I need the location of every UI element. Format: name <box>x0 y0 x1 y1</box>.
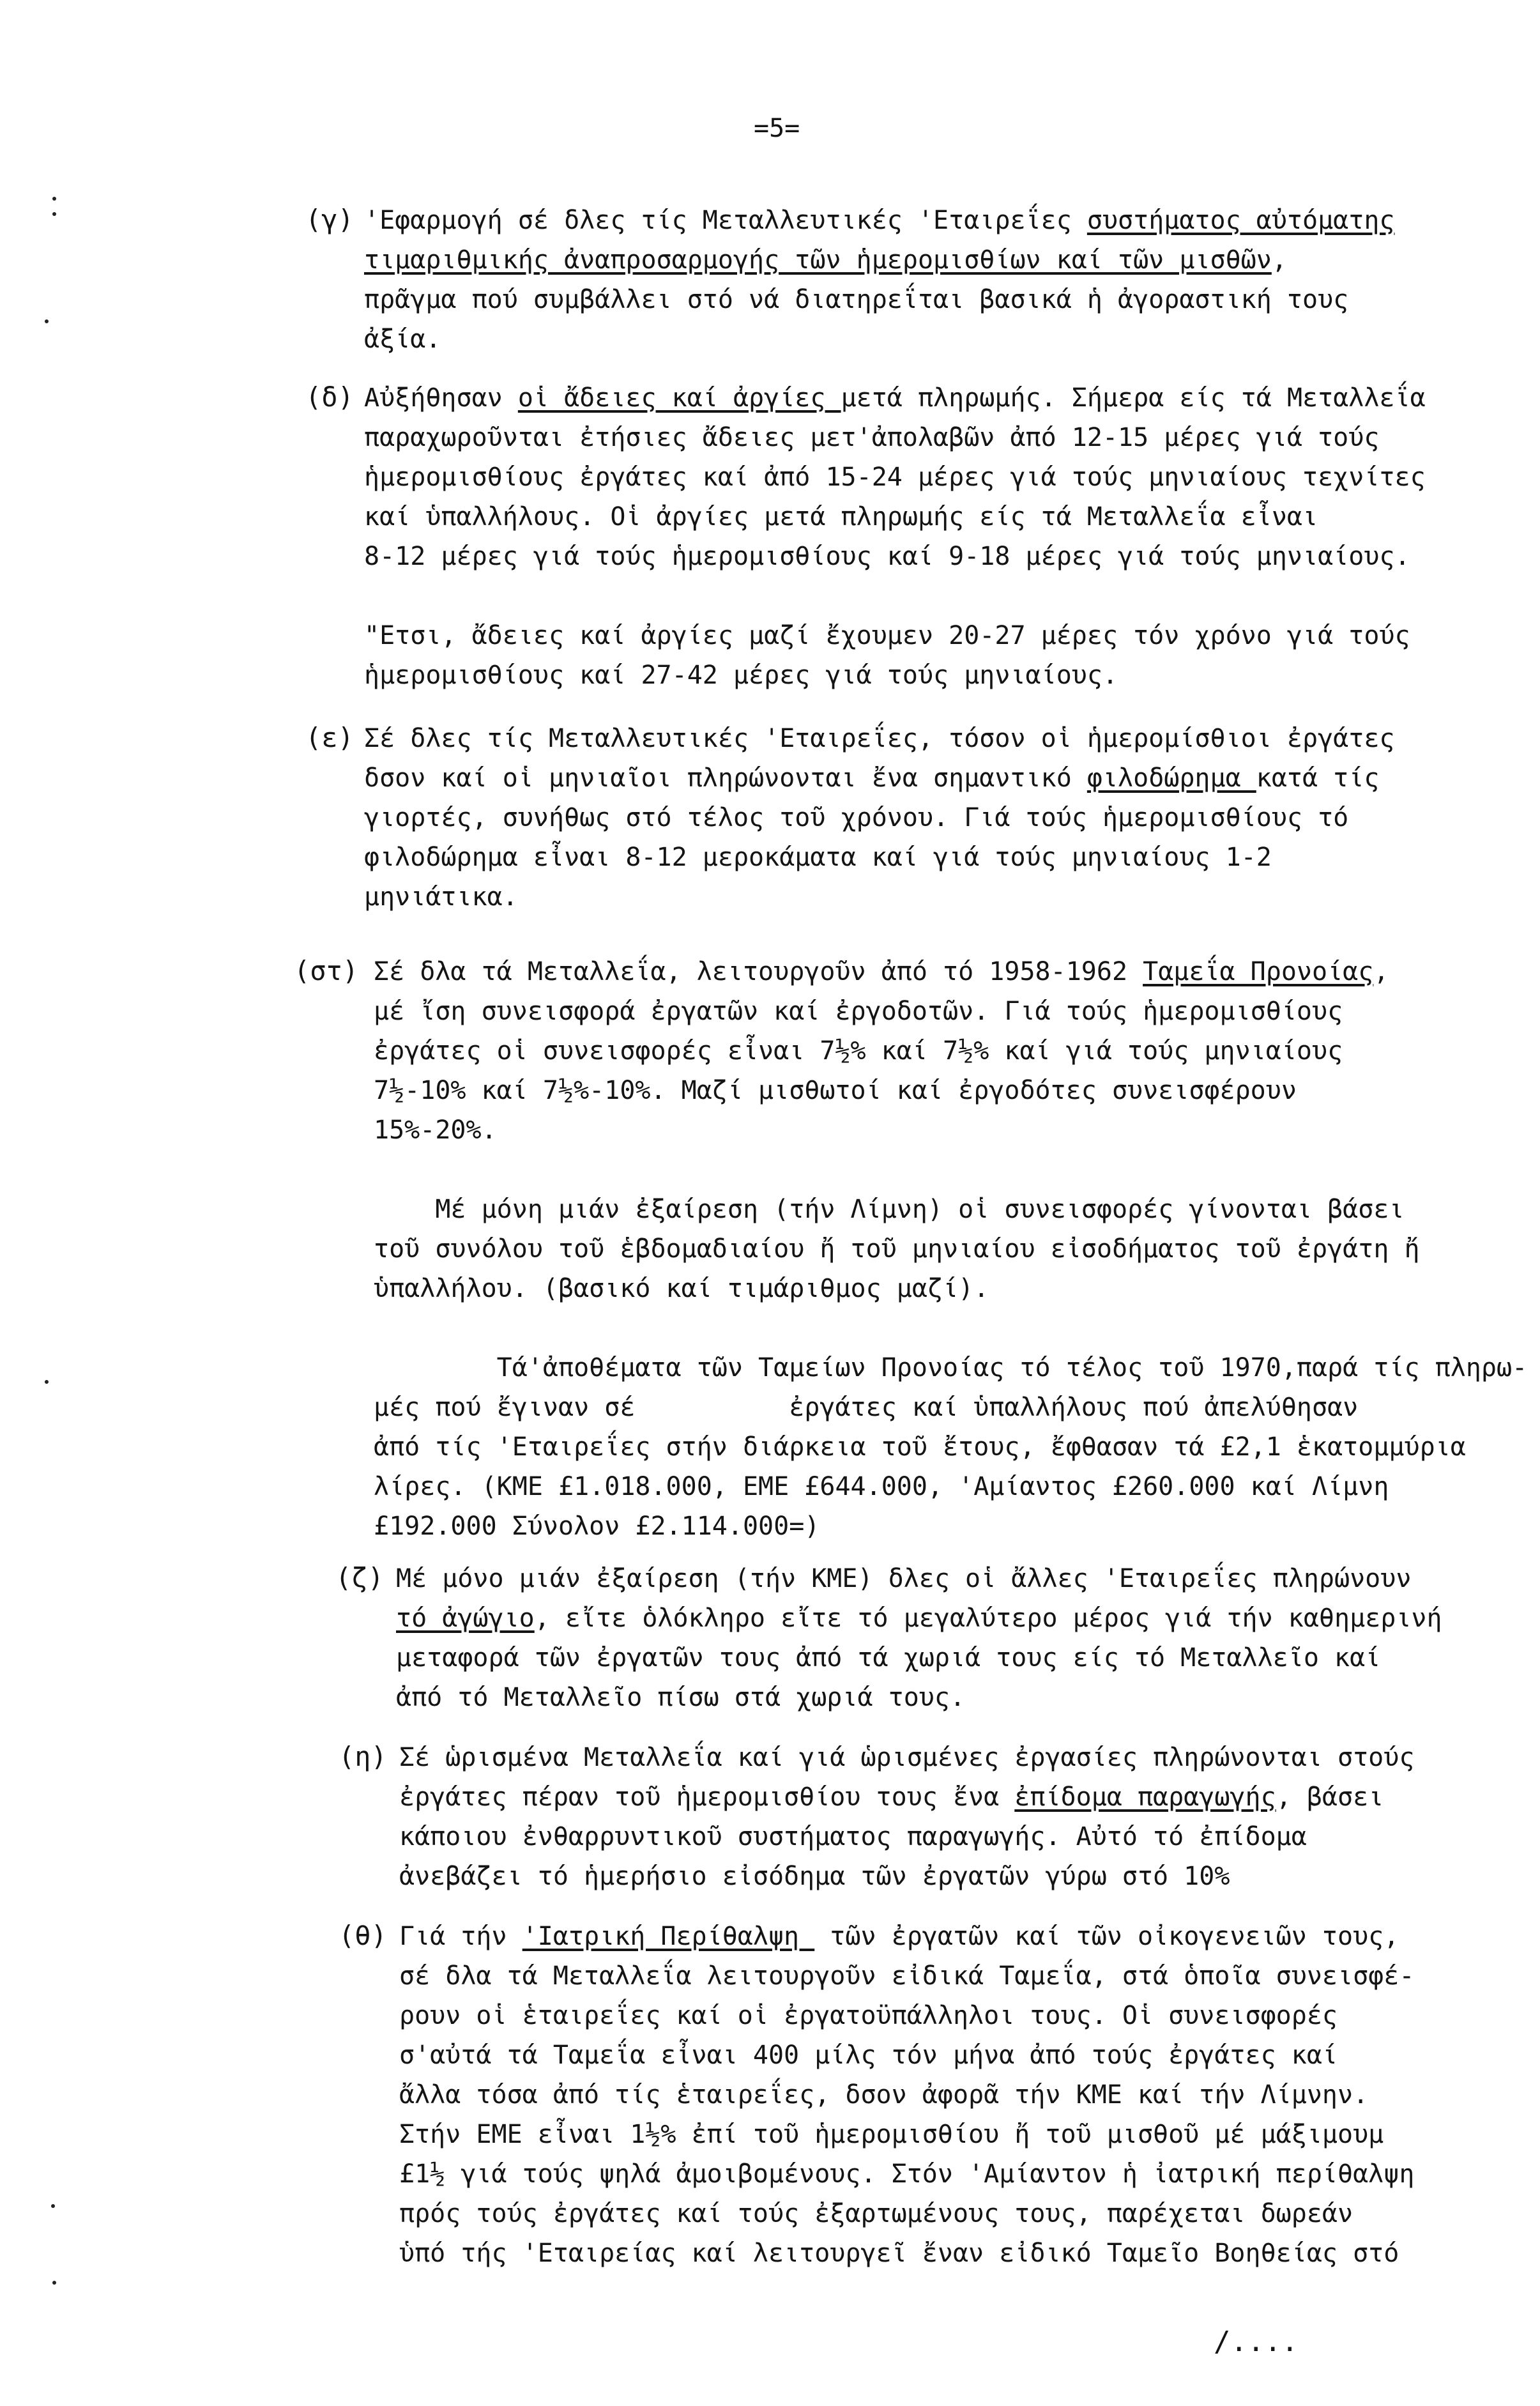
text-segment: παραχωροῦνται ἐτήσιες ἄδειες μετ'ἀπολαβῶν ἀπό 12-15 μέρες γιά τούς <box>364 423 1380 452</box>
section-zeta-text <box>396 1559 1533 1717</box>
text-segment: ἀπό τίς 'Εταιρεΐες στήν διάρκεια τοῦ ἔτους, ἔφθασαν τά £2,1 ἑκατομμύρια <box>374 1432 1466 1462</box>
margin-speck <box>52 197 56 201</box>
text-segment: Σέ ὡρισμένα Μεταλλεΐα καί γιά ὡρισμένες ἐργασίες πληρώνονται στούς <box>399 1743 1415 1772</box>
text-segment: ἀξία. <box>364 325 441 354</box>
text-segment: ἀπό τό Μεταλλεῖο πίσω στά χωριά τους. <box>396 1683 966 1712</box>
section-label-theta: (θ) <box>339 1920 387 1951</box>
text-line <box>364 240 1501 280</box>
section-label-zeta: (ζ) <box>335 1562 384 1593</box>
section-label-epsilon: (ε) <box>305 722 354 753</box>
text-segment: πρᾶγμα πού συμβάλλει στό νά διατηρεΐται βασικά ἡ ἀγοραστική τους <box>364 285 1349 314</box>
text-line <box>364 378 1501 418</box>
text-line <box>364 798 1501 838</box>
text-line <box>374 1110 1511 1150</box>
text-segment: , <box>1373 957 1389 986</box>
text-line <box>374 1427 1511 1467</box>
text-segment: 15%-20%. <box>374 1115 497 1145</box>
text-line <box>364 280 1501 319</box>
text-line <box>364 457 1501 497</box>
text-segment: μέ ἴση συνεισφορά ἐργατῶν καί ἐργοδοτῶν. Γιά τούς ἡμερομισθίους <box>374 997 1343 1026</box>
text-segment: ἡμερομισθίους ἐργάτες καί ἀπό 15-24 μέρες γιά τούς μηνιαίους τεχνίτες <box>364 463 1426 492</box>
section-st-text <box>374 952 1528 1546</box>
text-line <box>399 1777 1536 1817</box>
underlined-phrase: φιλοδώρημα <box>1086 763 1256 793</box>
text-line <box>374 1388 1511 1427</box>
text-segment: , εἴτε ὁλόκληρο εἴτε τό μεγαλύτερο μέρος γιά τήν καθημερινή <box>534 1604 1442 1633</box>
text-segment: Γιά τήν <box>399 1922 522 1951</box>
underlined-phrase: τό ἀγώγιο <box>396 1604 535 1633</box>
text-segment: τοῦ συνόλου τοῦ ἑβδομαδιαίου ἤ τοῦ μηνιαίου εἰσοδήματος τοῦ ἐργάτη ἤ <box>374 1234 1420 1264</box>
text-segment: πρός τούς ἐργάτες καί τούς ἐξαρτωμένους τους, παρέχεται δωρεάν <box>399 2199 1353 2228</box>
text-line <box>374 1348 1528 1388</box>
margin-speck <box>51 2204 55 2208</box>
text-segment: ὑπό τής 'Εταιρείας καί λειτουργεῖ ἔναν εἰδικό Ταμεῖο Βοηθείας στό <box>399 2239 1399 2268</box>
text-segment: λίρες. (ΚΜΕ £1.018.000, ΕΜΕ £644.000, 'Αμίαντος £260.000 καί Λίμνη <box>374 1472 1389 1501</box>
text-segment: ἡμερομισθίους καί 27-42 μέρες γιά τούς μηνιαίους. <box>364 661 1118 690</box>
margin-speck <box>52 212 56 216</box>
text-line <box>399 1738 1536 1777</box>
text-line <box>399 1857 1536 1896</box>
text-line <box>399 1956 1536 1996</box>
text-line <box>364 719 1501 758</box>
text-segment: ἄλλα τόσα ἀπό τίς ἑταιρεΐες, δσον ἀφορᾶ τήν ΚΜΕ καί τήν Λίμνην. <box>399 2080 1369 2110</box>
section-label-delta: (δ) <box>305 381 354 413</box>
text-line <box>399 2115 1536 2154</box>
page-number: =5= <box>754 114 800 143</box>
text-line <box>399 1917 1536 1956</box>
text-segment: καί ὑπαλλήλους. Οἱ ἀργίες μετά πληρωμής είς τά Μεταλλεΐα εἶναι <box>364 502 1318 532</box>
text-segment: , βάσει <box>1276 1782 1384 1812</box>
text-line <box>364 497 1501 537</box>
text-line <box>364 537 1501 576</box>
text-segment: σέ δλα τά Μεταλλεΐα λειτουργοῦν εἰδικά Ταμεΐα, στά ὁποῖα συνεισφέ- <box>399 1961 1415 1991</box>
section-label-gamma: (γ) <box>305 204 354 235</box>
text-segment: ρουν οἱ ἑταιρεΐες καί οἱ ἐργατοϋπάλληλοι τους. Οἱ συνεισφορές <box>399 2001 1338 2030</box>
underlined-phrase: ἐπίδομα παραγωγής <box>1014 1782 1276 1812</box>
text-segment: £1½ γιά τούς ψηλά ἀμοιβομένους. Στόν 'Αμίαντον ἡ ἰατρική περίθαλψη <box>399 2159 1415 2189</box>
text-segment: Μέ μόνο μιάν ἐξαίρεση (τήν ΚΜΕ) δλες οἱ ἄλλες 'Εταιρεΐες πληρώνουν <box>396 1564 1412 1593</box>
section-delta-text <box>364 378 1501 695</box>
text-line <box>374 1269 1511 1308</box>
text-line <box>374 992 1511 1031</box>
text-line <box>364 655 1501 695</box>
text-segment: Σέ δλα τά Μεταλλεΐα, λειτουργοῦν ἀπό τό 1958-1962 <box>374 957 1143 986</box>
text-line <box>374 1031 1511 1071</box>
text-line <box>399 2234 1536 2273</box>
text-segment: ἐργάτες οἱ συνεισφορές εἶναι 7½% καί 7½% καί γιά τούς μηνιαίους <box>374 1036 1343 1066</box>
text-line <box>399 2154 1536 2194</box>
text-segment: £192.000 Σύνολον £2.114.000=) <box>374 1512 820 1541</box>
text-segment: Τά'ἀποθέματα τῶν Ταμείων Προνοίας τό τέλος τοῦ 1970,παρά τίς πληρω- <box>374 1353 1528 1383</box>
underlined-phrase: 'Ιατρική Περίθαλψη <box>522 1922 815 1951</box>
text-line <box>364 616 1501 655</box>
text-line <box>374 1229 1511 1269</box>
text-line <box>374 1506 1511 1546</box>
section-gamma-text <box>364 201 1501 359</box>
text-line <box>396 1638 1533 1678</box>
text-line <box>364 838 1501 877</box>
text-segment: "Ετσι, ἄδειες καί ἀργίες μαζί ἔχουμεν 20-27 μέρες τόν χρόνο γιά τούς <box>364 621 1410 650</box>
text-line <box>399 1996 1536 2035</box>
text-line <box>374 1150 1511 1190</box>
underlined-phrase: Ταμεΐα Προνοίας <box>1143 957 1374 986</box>
text-line <box>399 2075 1536 2115</box>
text-segment: κάποιου ἐνθαρρυντικοῦ συστήματος παραγωγής. Αὐτό τό ἐπίδομα <box>399 1822 1307 1851</box>
margin-speck <box>45 319 49 323</box>
margin-speck <box>52 2281 56 2285</box>
text-line <box>374 952 1511 992</box>
text-line <box>374 1467 1511 1506</box>
text-line <box>396 1559 1533 1598</box>
text-segment: , <box>1271 245 1287 275</box>
text-segment: ἀνεβάζει τό ἡμερήσιο εἰσόδημα τῶν ἐργατῶν γύρω στό 10% <box>399 1862 1230 1891</box>
text-segment: 8-12 μέρες γιά τούς ἡμερομισθίους καί 9-18 μέρες γιά τούς μηνιαίους. <box>364 542 1410 571</box>
continuation-mark: /.... <box>1214 2326 1299 2358</box>
text-segment: 7½-10% καί 7½%-10%. Μαζί μισθωτοί καί ἐργοδότες συνεισφέρουν <box>374 1076 1297 1105</box>
text-line <box>364 418 1501 457</box>
text-segment: σ'αὐτά τά Ταμεΐα εἶναι 400 μίλς τόν μήνα ἀπό τούς ἐργάτες καί <box>399 2041 1338 2070</box>
margin-speck <box>45 1380 49 1384</box>
text-segment: 'Εφαρμογή σέ δλες τίς Μεταλλευτικές 'Εταιρεΐες <box>364 206 1087 235</box>
section-epsilon-text <box>364 719 1501 917</box>
text-segment: Σέ δλες τίς Μεταλλευτικές 'Εταιρεΐες, τόσον οἱ ἡμερομίσθιοι ἐργάτες <box>364 724 1395 753</box>
text-line <box>396 1678 1533 1717</box>
underlined-phrase: συστήματος αὐτόματης <box>1086 206 1395 235</box>
text-segment: Μέ μόνη μιάν ἐξαίρεση (τήν Λίμνη) οἱ συνεισφορές γίνονται βάσει <box>374 1195 1405 1224</box>
text-line <box>399 2194 1536 2234</box>
text-line <box>374 1190 1511 1229</box>
text-segment: γιορτές, συνήθως στό τέλος τοῦ χρόνου. Γιά τούς ἡμερομισθίους τό <box>364 803 1349 832</box>
text-segment: μηνιάτικα. <box>364 882 518 912</box>
section-label-st: (στ) <box>294 955 359 986</box>
text-segment: μετά πληρωμής. Σήμερα είς τά Μεταλλεΐα <box>841 383 1426 413</box>
underlined-phrase: τιμαριθμικής ἀναπροσαρμογής τῶν ἡμερομισθίων καί τῶν μισθῶν <box>364 245 1272 275</box>
text-segment: δσον καί οἱ μηνιαῖοι πληρώνονται ἔνα σημαντικό <box>364 763 1087 793</box>
text-segment: Αὐξήθησαν <box>364 383 518 413</box>
text-segment: Στήν ΕΜΕ εἶναι 1½% ἐπί τοῦ ἡμερομισθίου ἤ τοῦ μισθοῦ μέ μάξιμουμ <box>399 2120 1384 2149</box>
text-segment: μεταφορά τῶν ἐργατῶν τους ἀπό τά χωριά τους είς τό Μεταλλεῖο καί <box>396 1643 1381 1673</box>
section-theta-text <box>399 1917 1536 2273</box>
section-eta-text <box>399 1738 1536 1896</box>
section-label-eta: (η) <box>339 1741 387 1772</box>
text-segment: τῶν ἐργατῶν καί τῶν οἰκογενειῶν τους, <box>814 1922 1399 1951</box>
text-line <box>399 1817 1536 1857</box>
text-segment: κατά τίς <box>1256 763 1380 793</box>
text-line <box>374 1071 1511 1110</box>
text-line <box>364 576 1501 616</box>
underlined-phrase: οἱ ἄδειες καί ἀργίες <box>517 383 841 413</box>
text-line <box>399 2035 1536 2075</box>
text-line <box>364 758 1501 798</box>
text-segment: ἐργάτες πέραν τοῦ ἡμερομισθίου τους ἔνα <box>399 1782 1015 1812</box>
text-segment: ὑπαλλήλου. (βασικό καί τιμάριθμος μαζί). <box>374 1274 989 1303</box>
text-segment: μές πού ἔγιναν σέ ἐργάτες καί ὑπαλλήλους πού ἀπελύθησαν <box>374 1393 1359 1422</box>
text-line <box>364 877 1501 917</box>
text-segment: φιλοδώρημα εἶναι 8-12 μεροκάματα καί γιά τούς μηνιαίους 1-2 <box>364 843 1272 872</box>
text-line <box>374 1308 1511 1348</box>
text-line <box>364 319 1501 359</box>
text-line <box>364 201 1501 240</box>
text-line <box>396 1598 1533 1638</box>
